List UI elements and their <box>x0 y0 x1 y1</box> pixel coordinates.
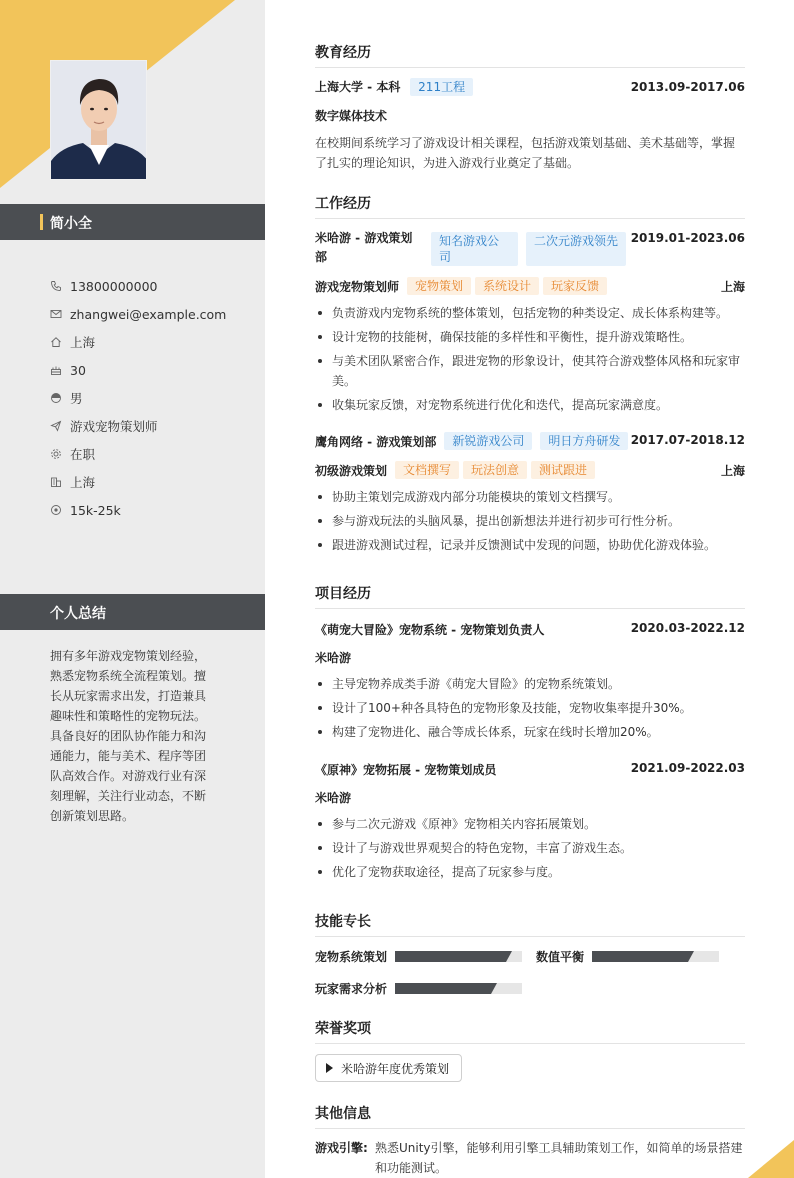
project-bullets <box>315 814 745 886</box>
skill-item <box>315 980 522 997</box>
email-icon <box>50 308 62 320</box>
section-title-awards: 荣誉奖项 <box>315 1018 745 1044</box>
job-city: 上海 <box>720 464 745 478</box>
contact-position: 游戏宠物策划师 <box>70 419 158 434</box>
play-icon <box>326 1063 333 1073</box>
skill-fill <box>592 951 688 962</box>
award-item[interactable] <box>315 1054 462 1082</box>
contact-salary: 15k-25k <box>70 502 121 518</box>
list-item: 构建了宠物进化、融合等成长体系，玩家在线时长增加20%。 <box>315 722 745 742</box>
contact-gender: 男 <box>70 391 83 406</box>
list-item: 优化了宠物获取途径，提高了玩家参与度。 <box>315 862 745 882</box>
job-company: 鹰角网络 - 游戏策划部 <box>315 434 437 449</box>
section-title-education: 教育经历 <box>315 42 745 68</box>
section-title-work: 工作经历 <box>315 193 745 219</box>
skill-tag: 文档撰写 <box>395 461 459 479</box>
sidebar <box>0 0 265 1178</box>
list-item: 主导宠物养成类手游《萌宠大冒险》的宠物系统策划。 <box>315 674 745 694</box>
education-tag: 211工程 <box>410 78 473 96</box>
list-item: 与美术团队紧密合作，跟进宠物的形象设计，使其符合游戏整体风格和玩家审美。 <box>315 351 745 391</box>
skill-bar <box>395 983 522 994</box>
skill-bar <box>592 951 719 962</box>
contact-item-position <box>50 412 226 440</box>
skill-item <box>536 948 719 965</box>
contact-item-salary <box>50 496 226 524</box>
job-city: 上海 <box>720 280 745 294</box>
education-major: 数字媒体技术 <box>315 109 388 123</box>
job-date: 2019.01-2023.06 <box>630 231 745 245</box>
age-icon <box>50 364 62 376</box>
list-item: 参与二次元游戏《原神》宠物相关内容拓展策划。 <box>315 814 745 834</box>
skill-fill <box>395 951 506 962</box>
contact-email: zhangwei@example.com <box>70 306 227 322</box>
award-label: 米哈游年度优秀策划 <box>341 1061 450 1076</box>
education-desc: 在校期间系统学习了游戏设计相关课程，包括游戏策划基础、美术基础等，掌握了扎实的理论知识，为进入游戏行业奠定了基础。 <box>315 136 736 170</box>
skill-item <box>315 948 522 965</box>
home-icon <box>50 336 62 348</box>
summary-text: 拥有多年游戏宠物策划经验，熟悉宠物系统全流程策划。擅长从玩家需求出发，打造兼具趣味性和策略性的宠物玩法。具备良好的团队协作能力和沟通能力，能与美术、程序等团队高效合作。对游戏行业有深刻理解，关注行业动态，不断创新策划思路。 <box>50 649 207 823</box>
other-label: 游戏引擎: <box>315 1141 368 1155</box>
project-company: 米哈游 <box>315 651 352 665</box>
job-role-row <box>315 461 599 479</box>
name-band <box>0 204 265 240</box>
phone-icon <box>50 280 62 292</box>
list-item: 负责游戏内宠物系统的整体策划，包括宠物的种类设定、成长体系构建等。 <box>315 303 745 323</box>
education-school: 上海大学 - 本科 <box>315 80 401 94</box>
project-bullets <box>315 674 745 746</box>
job-company: 米哈游 - 游戏策划部 <box>315 231 413 264</box>
avatar <box>50 60 147 180</box>
project-company: 米哈游 <box>315 791 352 805</box>
skill-fill <box>395 983 491 994</box>
job-role: 游戏宠物策划师 <box>315 279 400 294</box>
contact-phone: 13800000000 <box>70 278 158 294</box>
job-tag: 新锐游戏公司 <box>444 432 532 450</box>
contact-age: 30 <box>70 362 86 378</box>
education-header <box>315 78 473 96</box>
contact-item-email <box>50 300 226 328</box>
contact-item-status <box>50 440 226 468</box>
section-title-projects: 项目经历 <box>315 583 745 609</box>
list-item: 设计宠物的技能树，确保技能的多样性和平衡性，提升游戏策略性。 <box>315 327 745 347</box>
skill-tag: 玩家反馈 <box>543 277 607 295</box>
skill-tag: 测试跟进 <box>531 461 595 479</box>
name-accent-bar <box>40 214 43 230</box>
list-item: 设计了与游戏世界观契合的特色宠物，丰富了游戏生态。 <box>315 838 745 858</box>
contact-item-phone <box>50 272 226 300</box>
contact-city: 上海 <box>70 475 96 490</box>
contact-home: 上海 <box>70 335 96 350</box>
candidate-name: 简小全 <box>50 216 92 232</box>
skill-bar <box>395 951 522 962</box>
gender-icon <box>50 392 62 404</box>
contact-item-gender <box>50 384 226 412</box>
contact-item-age <box>50 356 226 384</box>
other-info-row <box>315 1138 745 1178</box>
salary-icon <box>50 504 62 516</box>
project-date: 2021.09-2022.03 <box>630 761 745 775</box>
list-item: 参与游戏玩法的头脑风暴，提出创新想法并进行初步可行性分析。 <box>315 511 745 531</box>
project-name: 《萌宠大冒险》宠物系统 - 宠物策划负责人 <box>315 623 545 637</box>
other-value: 熟悉Unity引擎，能够利用引擎工具辅助策划工作，如简单的场景搭建和功能测试。 <box>375 1141 743 1175</box>
job-tag: 知名游戏公司 <box>431 232 518 266</box>
skill-tag: 系统设计 <box>475 277 539 295</box>
job-role: 初级游戏策划 <box>315 463 388 478</box>
skill-tag: 宠物策划 <box>407 277 471 295</box>
list-item: 收集玩家反馈，对宠物系统进行优化和迭代，提高玩家满意度。 <box>315 395 745 415</box>
section-title-skills: 技能专长 <box>315 911 745 937</box>
contact-list <box>50 272 226 524</box>
skill-name: 数值平衡 <box>536 950 585 964</box>
job-date: 2017.07-2018.12 <box>630 433 745 447</box>
skill-name: 宠物系统策划 <box>315 950 388 964</box>
portrait-image <box>51 61 147 180</box>
education-date: 2013.09-2017.06 <box>630 80 745 94</box>
job-tag: 二次元游戏领先 <box>526 232 626 266</box>
job-role-row <box>315 277 611 295</box>
contact-item-city <box>50 468 226 496</box>
project-date: 2020.03-2022.12 <box>630 621 745 635</box>
city-icon <box>50 476 62 488</box>
project-name: 《原神》宠物拓展 - 宠物策划成员 <box>315 763 497 777</box>
job-tags <box>431 232 626 266</box>
corner-decoration-bottom <box>748 1140 794 1178</box>
skill-tag: 玩法创意 <box>463 461 527 479</box>
job-bullets <box>315 303 745 419</box>
summary-band <box>0 594 265 630</box>
job-tag: 明日方舟研发 <box>540 432 628 450</box>
job-header <box>315 432 628 450</box>
list-item: 设计了100+种各具特色的宠物形象及技能，宠物收集率提升30%。 <box>315 698 745 718</box>
position-icon <box>50 420 62 432</box>
status-icon <box>50 448 62 460</box>
list-item: 跟进游戏测试过程，记录并反馈测试中发现的问题，协助优化游戏体验。 <box>315 535 745 555</box>
job-bullets <box>315 487 745 559</box>
contact-item-home <box>50 328 226 356</box>
summary-title: 个人总结 <box>50 606 106 622</box>
list-item: 协助主策划完成游戏内部分功能模块的策划文档撰写。 <box>315 487 745 507</box>
contact-status: 在职 <box>70 447 96 462</box>
skill-name: 玩家需求分析 <box>315 982 388 996</box>
section-title-other: 其他信息 <box>315 1103 745 1129</box>
